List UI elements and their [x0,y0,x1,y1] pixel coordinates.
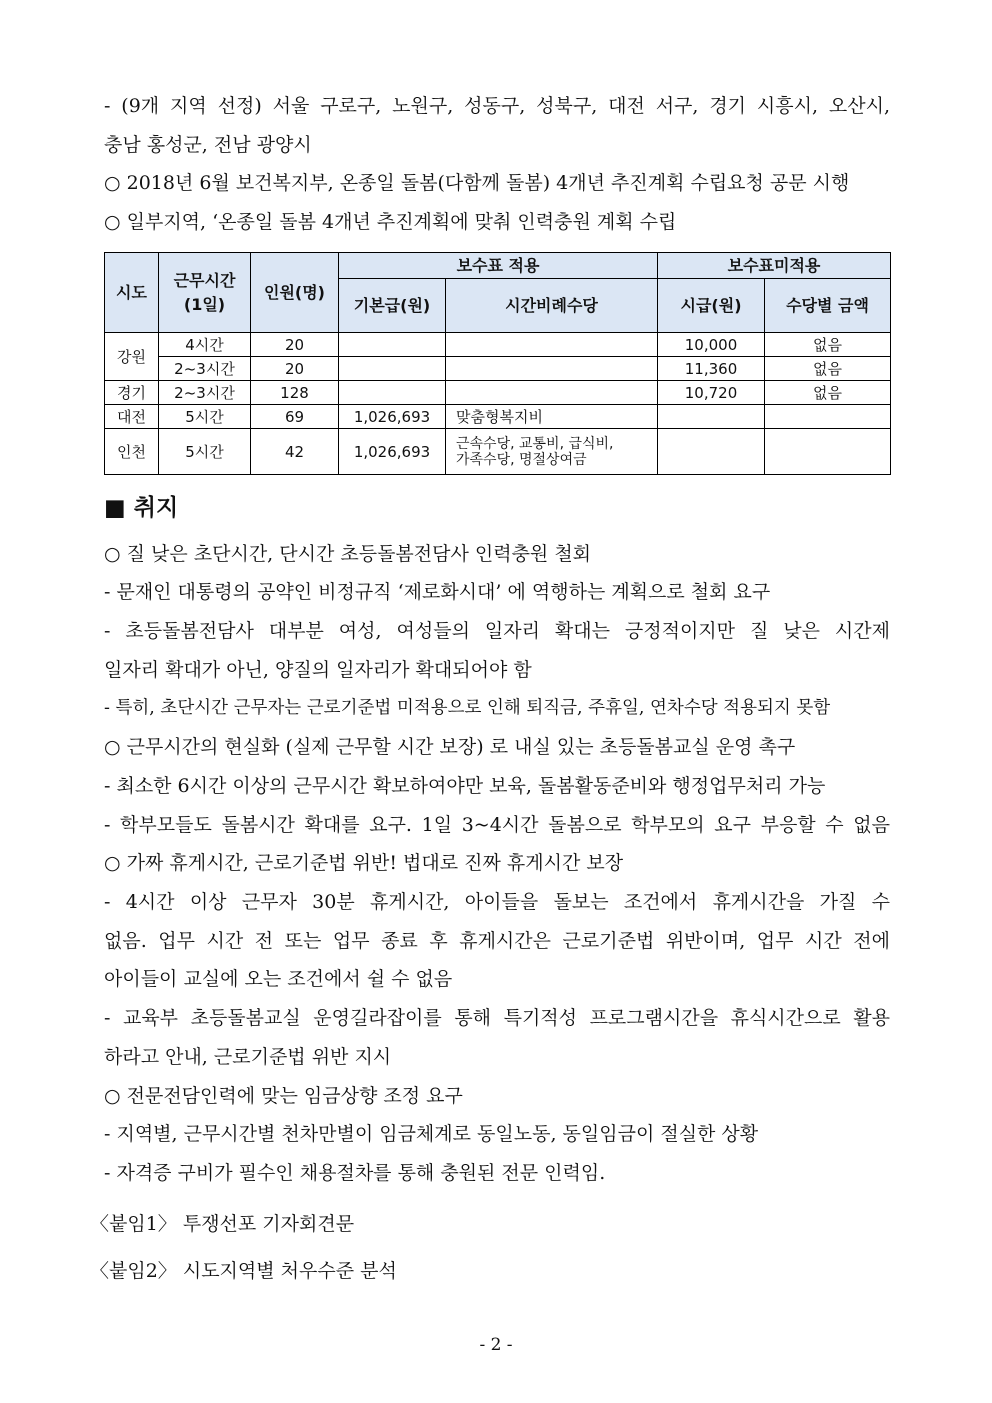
table-row [105,357,891,381]
header-group-applied: 보수표 적용 [339,253,658,279]
cell-staff: 20 [251,357,339,381]
cell-sido: 경기 [105,381,159,405]
cell-allowance [446,333,658,357]
table-row [105,429,891,475]
table-row [105,405,891,429]
header-hourly: 시급(원) [658,279,765,333]
header-sido: 시도 [105,253,159,333]
header-group-not-applied: 보수표미적용 [658,253,891,279]
cell-base [339,333,446,357]
intro-line: ○ 일부지역, ‘온종일 돌봄 4개년 추진계획에 맞춰 인력충원 계획 수립 [104,211,677,233]
cell-hourly: 11,360 [658,357,765,381]
cell-base: 1,026,693 [339,405,446,429]
cell-staff: 69 [251,405,339,429]
body-line: 일자리 확대가 아닌, 양질의 일자리가 확대되어야 함 [104,659,532,681]
cell-allowance [446,429,658,475]
cell-staff: 42 [251,429,339,475]
cell-amount: 없음 [765,381,891,405]
cell-allowance: 맞춤형복지비 [446,405,658,429]
body-line: - 학부모들도 돌봄시간 확대를 요구. 1일 3~4시간 돌봄으로 학부모의 요구 부응할 수 없음 [104,814,890,836]
attachment-item: 〈붙임2〉 시도지역별 처우수준 분석 [90,1260,397,1282]
cell-allowance [446,381,658,405]
cell-hours: 5시간 [159,429,251,475]
section-heading: ■ 취지 [104,495,179,521]
body-line: ○ 전문전담인력에 맞는 임금상향 조정 요구 [104,1085,463,1107]
header-hours [159,253,251,333]
body-line: 하라고 안내, 근로기준법 위반 지시 [104,1046,392,1068]
intro-line: 충남 홍성군, 전남 광양시 [104,134,312,156]
page-number: - 2 - [479,1335,513,1355]
cell-staff: 20 [251,333,339,357]
body-line: - 교육부 초등돌봄교실 운영길라잡이를 통해 특기적성 프로그램시간을 휴식시간으로 활용 [104,1007,890,1029]
table-row [105,381,891,405]
body-line: ○ 근무시간의 현실화 (실제 근무할 시간 보장) 로 내실 있는 초등돌봄교실 운영 촉구 [104,736,796,758]
cell-base [339,381,446,405]
cell-allowance-line1: 근속수당, 교통비, 급식비, [456,435,614,452]
cell-hourly: 10,720 [658,381,765,405]
cell-staff: 128 [251,381,339,405]
cell-amount: 없음 [765,357,891,381]
table-row [105,333,891,357]
body-line: - 4시간 이상 근무자 30분 휴게시간, 아이들을 돌보는 조건에서 휴게시간을 가질 수 [104,891,890,913]
cell-amount [765,405,891,429]
cell-amount: 없음 [765,333,891,357]
header-allowance-amount: 수당별 금액 [765,279,891,333]
body-line: - 자격증 구비가 필수인 채용절차를 통해 충원된 전문 인력임. [104,1162,606,1184]
cell-sido: 인천 [105,429,159,475]
intro-line: ○ 2018년 6월 보건복지부, 온종일 돌봄(다함께 돌봄) 4개년 추진계획 수립요청 공문 시행 [104,172,850,194]
body-line: - 초등돌봄전담사 대부분 여성, 여성들의 일자리 확대는 긍정적이지만 질 낮은 시간제 [104,620,890,642]
cell-hourly: 10,000 [658,333,765,357]
cell-base [339,357,446,381]
body-line: 아이들이 교실에 오는 조건에서 쉴 수 없음 [104,968,453,990]
header-staff: 인원(명) [251,253,339,333]
header-prop-allowance: 시간비례수당 [446,279,658,333]
body-line: - 문재인 대통령의 공약인 비정규직 ‘제로화시대’ 에 역행하는 계획으로 철회 요구 [104,581,771,603]
cell-hours: 2~3시간 [159,381,251,405]
intro-line: - (9개 지역 선정) 서울 구로구, 노원구, 성동구, 성북구, 대전 서구, 경기 시흥시, 오산시, [104,95,890,117]
body-line: - 특히, 초단시간 근무자는 근로기준법 미적용으로 인해 퇴직금, 주휴일, 연차수당 적용되지 못함 [104,698,831,718]
body-line: 없음. 업무 시간 전 또는 업무 종료 후 휴게시간은 근로기준법 위반이며, 업무 시간 전에 [104,930,890,952]
cell-amount [765,429,891,475]
pay-table [104,252,891,475]
header-hours-line1: 근무시간 [173,270,236,290]
body-line: - 지역별, 근무시간별 천차만별이 임금체계로 동일노동, 동일임금이 절실한 상황 [104,1123,759,1145]
attachment-item: 〈붙임1〉 투쟁선포 기자회견문 [90,1213,355,1235]
body-line: ○ 질 낮은 초단시간, 단시간 초등돌봄전담사 인력충원 철회 [104,543,592,565]
body-line: - 최소한 6시간 이상의 근무시간 확보하여야만 보육, 돌봄활동준비와 행정업무처리 가능 [104,775,826,797]
cell-allowance-line2: 가족수당, 명절상여금 [456,451,587,468]
cell-hourly [658,429,765,475]
header-hours-line2: (1일) [183,294,226,314]
cell-hours: 2~3시간 [159,357,251,381]
cell-hourly [658,405,765,429]
cell-hours: 5시간 [159,405,251,429]
body-line: ○ 가짜 휴게시간, 근로기준법 위반! 법대로 진짜 휴게시간 보장 [104,852,624,874]
cell-base: 1,026,693 [339,429,446,475]
cell-allowance [446,357,658,381]
cell-sido: 강원 [105,333,159,381]
cell-sido: 대전 [105,405,159,429]
cell-hours: 4시간 [159,333,251,357]
header-base-pay: 기본급(원) [339,279,446,333]
